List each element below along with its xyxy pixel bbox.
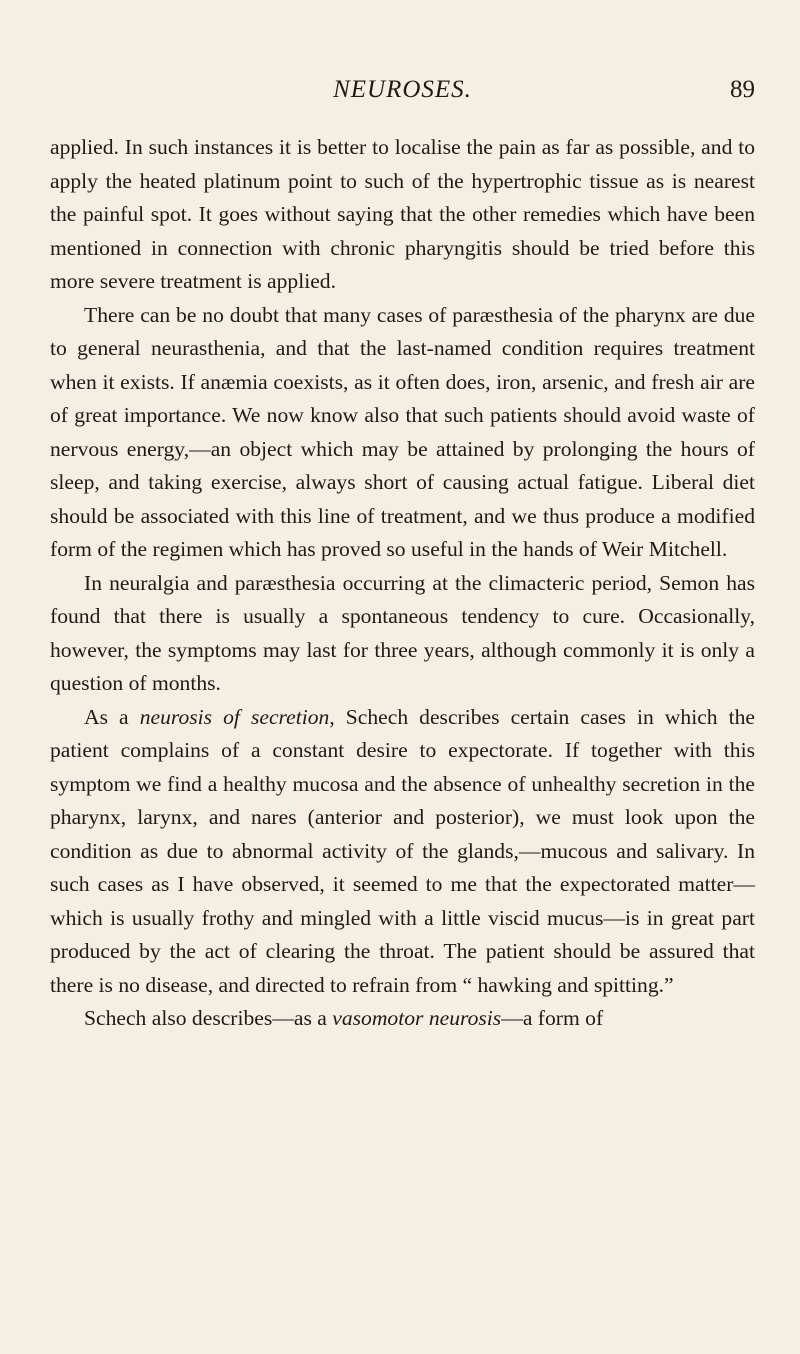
paragraph-text: —a form of <box>501 1006 604 1030</box>
paragraph <box>50 567 755 701</box>
paragraph <box>50 131 755 299</box>
page-header <box>50 76 755 116</box>
paragraph-text: In neuralgia and paræsthesia occurring at the climacteric period, Semon has found that there is usually a spontaneous tendency to cure. Occasionally, however, the symptoms may last for three years, although commonly it is only a question of months. <box>50 570 755 695</box>
paragraph-text: applied. In such instances it is better to localise the pain as far as possible, and to apply the heated platinum point to such of the hypertrophic tissue as is nearest the painful spot. It goes without saying that the other remedies which have been mentioned in connection with chronic pharyngitis should be tried before this more severe treatment is applied. <box>50 135 755 293</box>
paragraph-lead: Schech also describes—as a <box>84 1006 333 1030</box>
running-title: NEUROSES. <box>333 76 472 103</box>
paragraph-lead: As a <box>84 704 140 729</box>
paragraph <box>50 701 755 1003</box>
paragraph <box>50 1002 755 1036</box>
paragraph <box>50 299 755 567</box>
paragraph-text: , Schech describes certain cases in which the patient complains of a constant desire to expectorate. If together with this symptom we find a healthy mucosa and the absence of unhealthy secretion in the pharynx, larynx, and nares (anterior and posterior), we must look upon the condition as due to abnormal activity of the glands,—mucous and salivary. In such cases as I have observed, it seemed to me that the expectorated matter—which is usually frothy and mingled with a little viscid mucus—is in great part produced by the act of clearing the throat. The patient should be assured that there is no disease, and directed to refrain from “ hawking and spitting.” <box>50 704 756 997</box>
italic-term: vasomotor neurosis <box>332 1006 502 1030</box>
paragraph-text: There can be no doubt that many cases of paræsthesia of the pharynx are due to general neurasthenia, and that the last-named condition requires treatment when it exists. If anæmia coexists, as it often does, iron, arsenic, and fresh air are of great importance. We now know also that such patients should avoid waste of nervous energy,—an object which may be attained by prolonging the hours of sleep, and taking exercise, always short of causing actual fatigue. Liberal diet should be associated with this line of treatment, and we thus produce a modified form of the regimen which has proved so useful in the hands of Weir Mitchell. <box>50 302 755 561</box>
italic-term: neurosis of secretion <box>139 704 330 729</box>
body-text <box>50 131 755 1036</box>
page-number: 89 <box>730 76 755 103</box>
